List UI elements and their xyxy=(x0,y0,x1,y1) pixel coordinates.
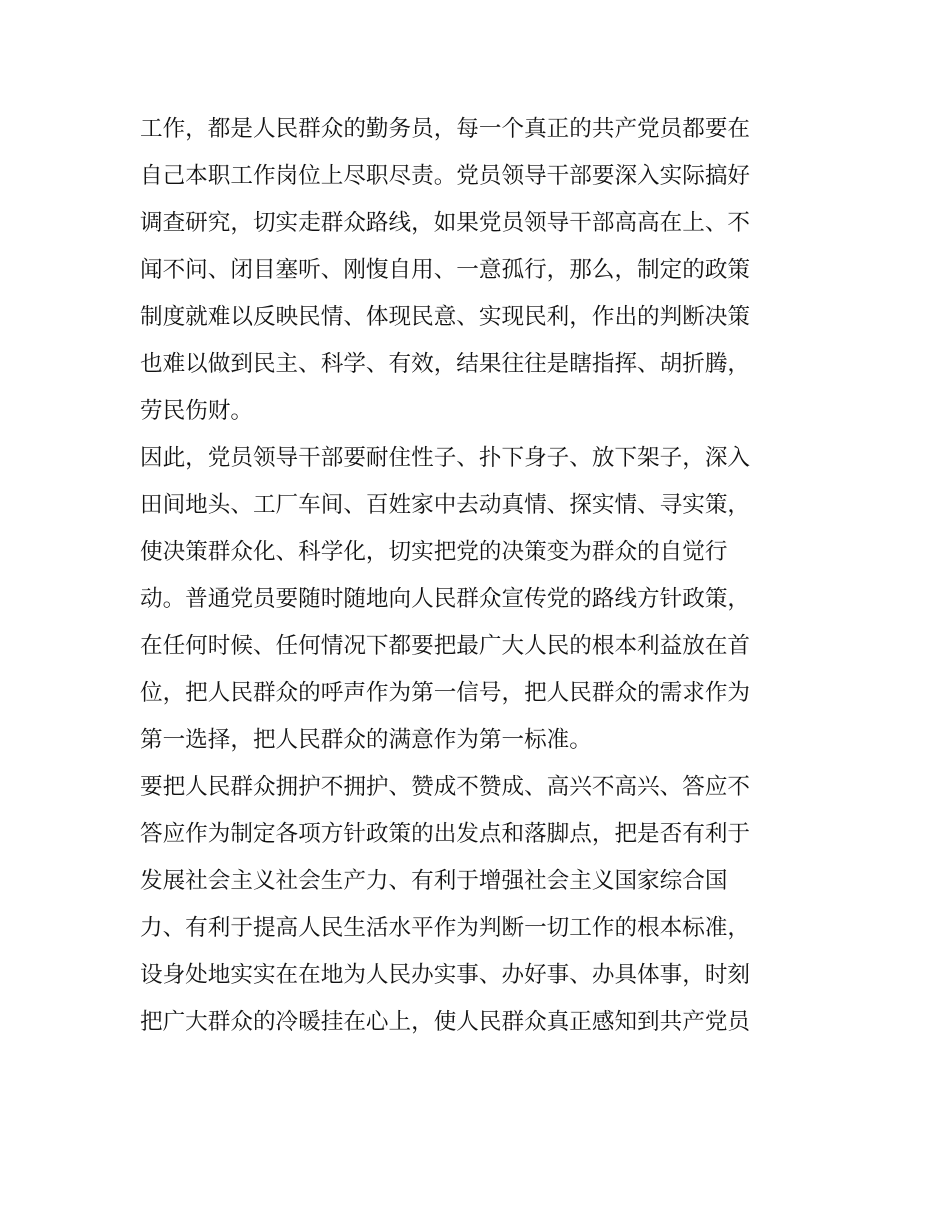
text-line: 因此，党员领导干部要耐住性子、扑下身子、放下架子，深入 xyxy=(140,445,751,471)
text-line: 力、有利于提高人民生活水平作为判断一切工作的根本标准， xyxy=(140,915,751,941)
body-text xyxy=(140,106,820,1046)
text-line: 动。普通党员要随时随地向人民群众宣传党的路线方针政策， xyxy=(140,586,751,612)
text-line: 调查研究，切实走群众路线，如果党员领导干部高高在上、不 xyxy=(140,210,751,236)
text-line: 工作，都是人民群众的勤务员，每一个真正的共产党员都要在 xyxy=(140,116,751,142)
text-line: 制度就难以反映民情、体现民意、实现民利，作出的判断决策 xyxy=(140,304,751,330)
text-line: 第一选择，把人民群众的满意作为第一标准。 xyxy=(140,727,592,753)
text-line: 设身处地实实在在地为人民办实事、办好事、办具体事，时刻 xyxy=(140,962,751,988)
text-line: 使决策群众化、科学化，切实把党的决策变为群众的自觉行 xyxy=(140,539,728,565)
text-line: 也难以做到民主、科学、有效，结果往往是瞎指挥、胡折腾， xyxy=(140,351,751,377)
text-line: 答应作为制定各项方针政策的出发点和落脚点，把是否有利于 xyxy=(140,821,751,847)
text-line: 自己本职工作岗位上尽职尽责。党员领导干部要深入实际搞好 xyxy=(140,163,751,189)
text-line: 田间地头、工厂车间、百姓家中去动真情、探实情、寻实策， xyxy=(140,492,751,518)
text-line: 发展社会主义社会生产力、有利于增强社会主义国家综合国 xyxy=(140,868,728,894)
text-line: 把广大群众的冷暖挂在心上，使人民群众真正感知到共产党员 xyxy=(140,1009,751,1035)
text-line: 要把人民群众拥护不拥护、赞成不赞成、高兴不高兴、答应不 xyxy=(140,774,751,800)
text-line: 闻不问、闭目塞听、刚愎自用、一意孤行，那么，制定的政策 xyxy=(140,257,751,283)
text-line: 位，把人民群众的呼声作为第一信号，把人民群众的需求作为 xyxy=(140,680,751,706)
text-line: 在任何时候、任何情况下都要把最广大人民的根本利益放在首 xyxy=(140,633,751,659)
text-line: 劳民伤财。 xyxy=(140,398,253,424)
